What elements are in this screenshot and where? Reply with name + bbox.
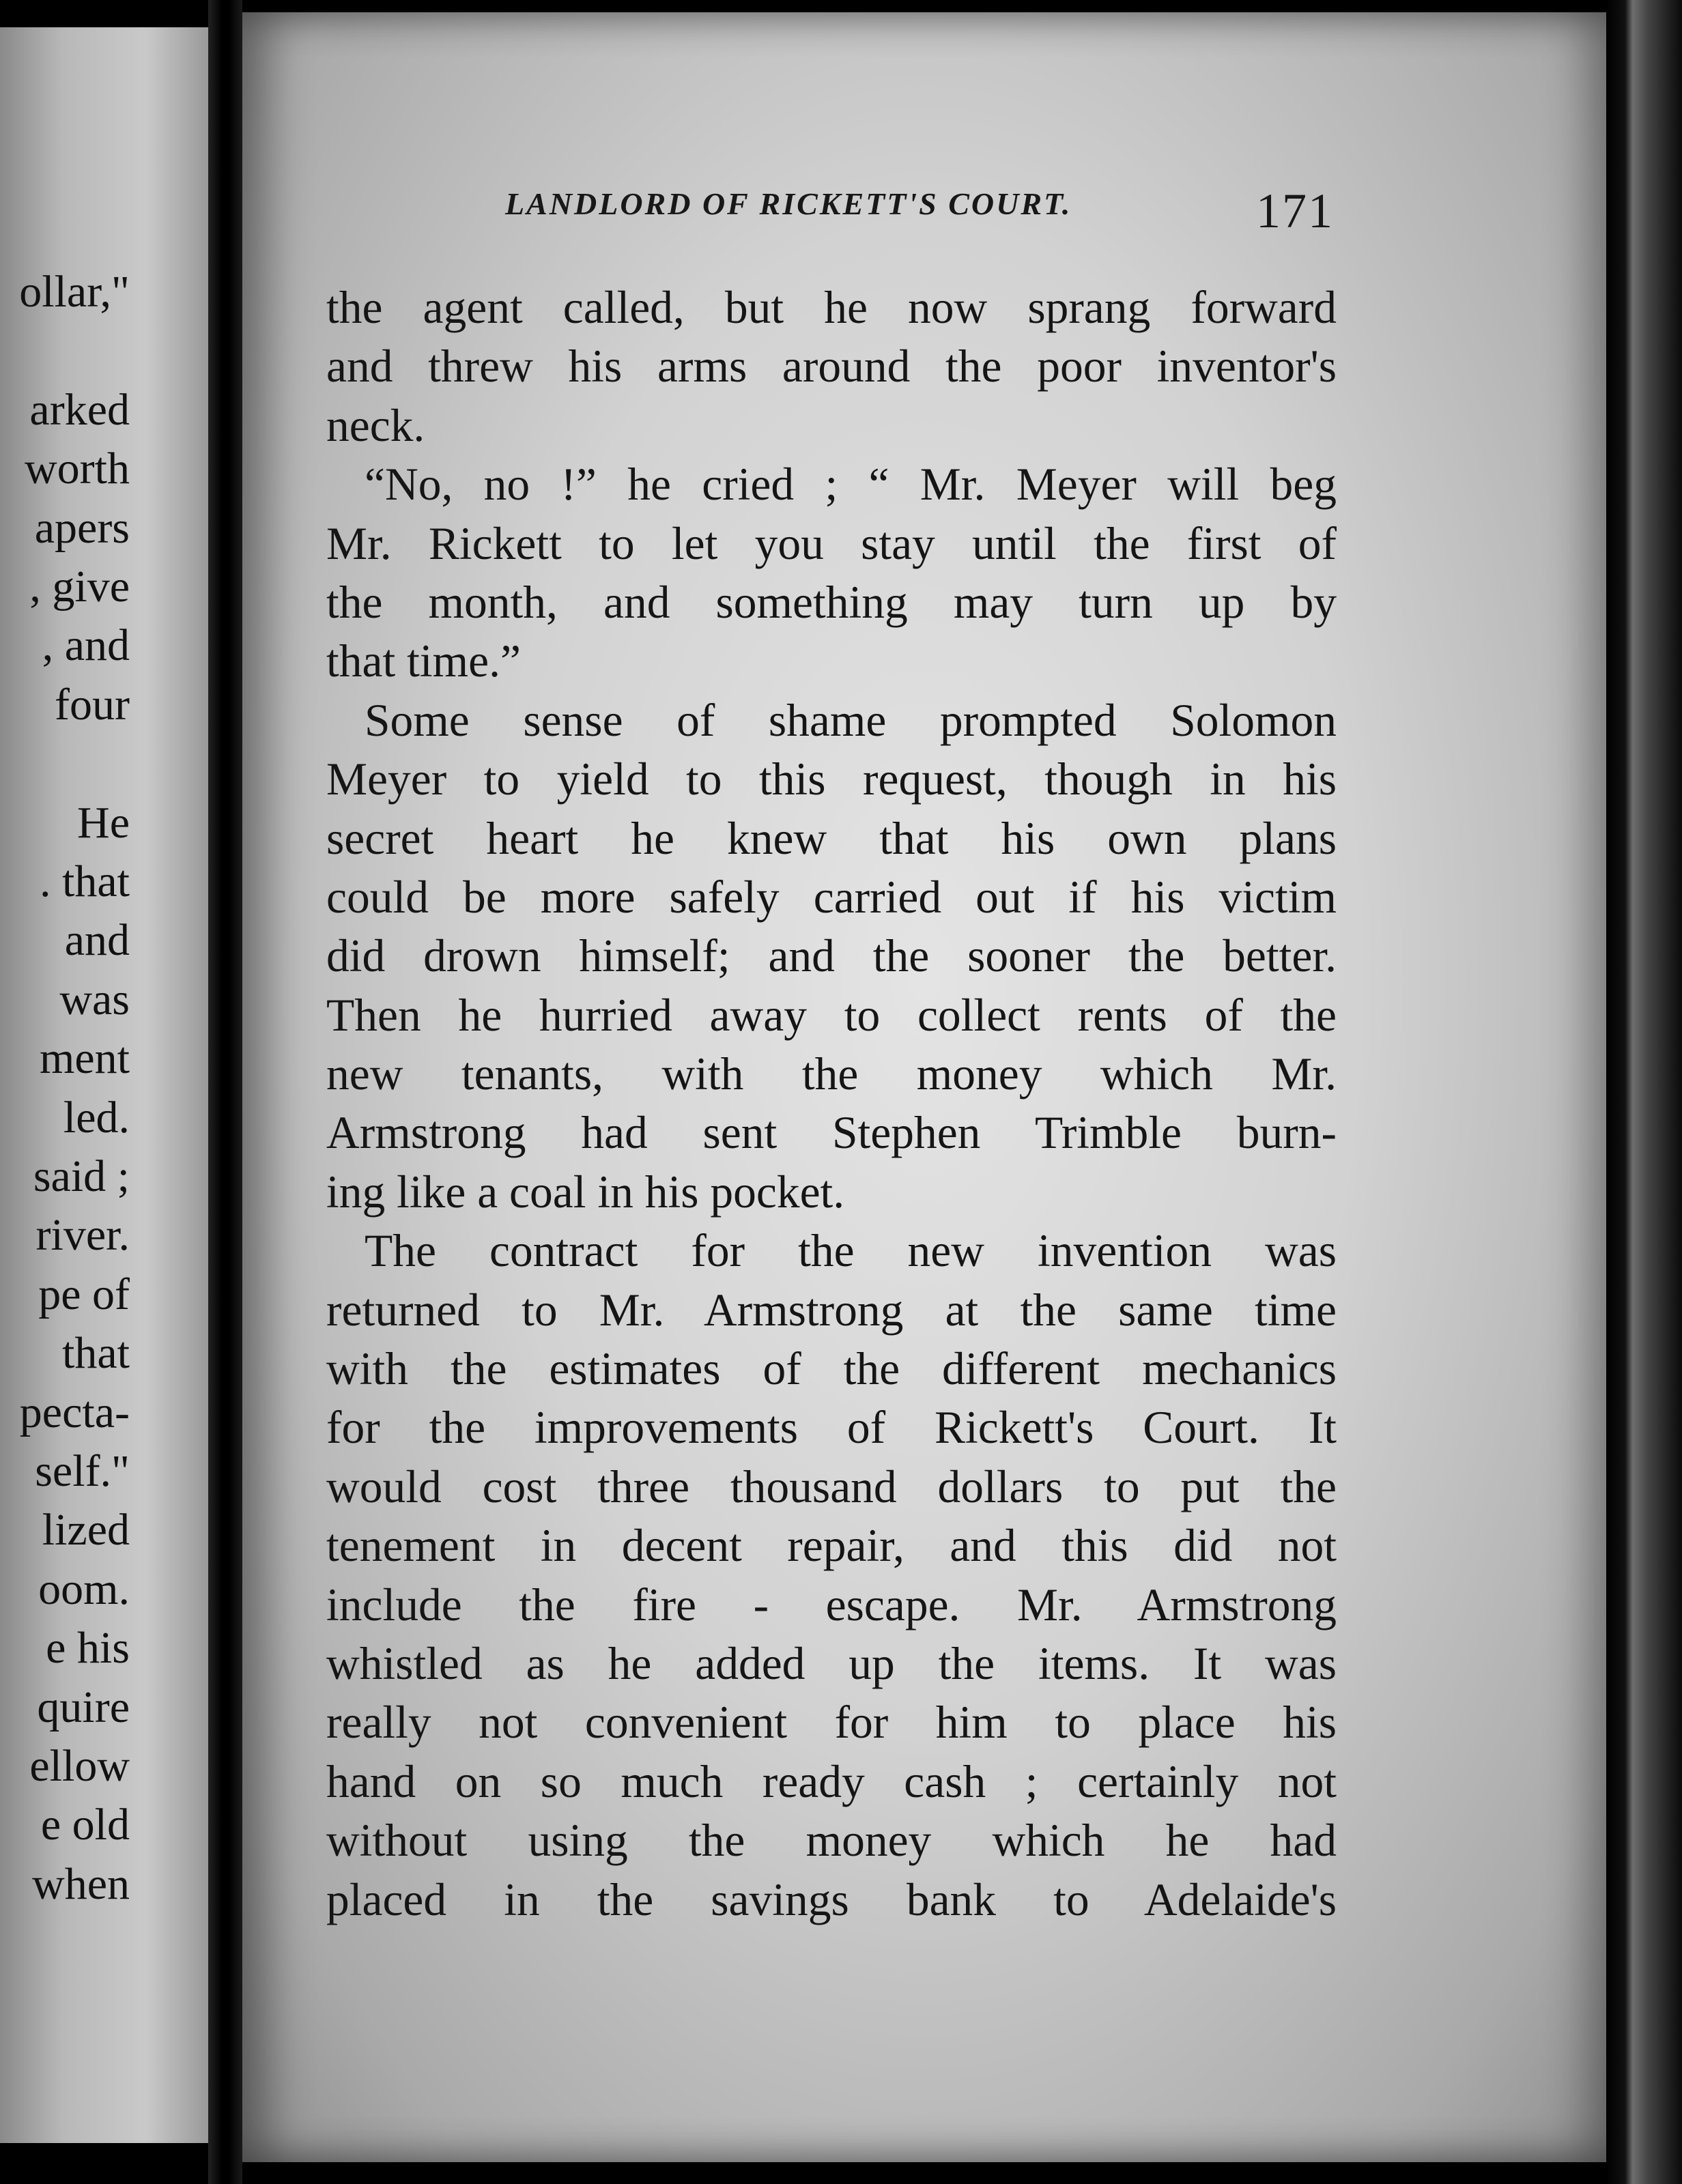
- text-line: new tenants, with the money which Mr.: [326, 1048, 1337, 1100]
- previous-page-line: apers: [34, 502, 130, 553]
- text-line: tenement in decent repair, and this did not: [326, 1520, 1337, 1572]
- text-line: could be more safely carried out if his victim: [326, 871, 1337, 923]
- text-line: “No, no !” he cried ; “ Mr. Meyer will beg: [365, 459, 1337, 511]
- text-line: did drown himself; and the sooner the better.: [326, 930, 1337, 982]
- text-line: really not convenient for him to place his: [326, 1697, 1337, 1749]
- text-line: secret heart he knew that his own plans: [326, 812, 1337, 864]
- text-line: and threw his arms around the poor inventor's: [326, 341, 1337, 392]
- previous-page-line: pecta-: [19, 1387, 130, 1437]
- previous-page-line: ment: [40, 1033, 130, 1084]
- book-gutter: [208, 0, 242, 2184]
- text-line: returned to Mr. Armstrong at the same time: [326, 1284, 1337, 1336]
- text-line: hand on so much ready cash ; certainly not: [326, 1755, 1337, 1807]
- previous-page-line: arked: [29, 384, 130, 435]
- running-head: LANDLORD OF RICKETT'S COURT.: [505, 186, 1072, 221]
- previous-page-line: ellow: [29, 1741, 130, 1791]
- previous-page-line: quire: [37, 1682, 130, 1732]
- text-line: whistled as he added up the items. It was: [326, 1637, 1337, 1689]
- text-line: that time.”: [326, 635, 521, 687]
- previous-page-line: when: [32, 1858, 130, 1909]
- previous-page-line: pe of: [38, 1269, 130, 1319]
- previous-page-line: that: [62, 1328, 130, 1379]
- previous-page-line: river.: [35, 1210, 130, 1261]
- previous-page-line: , give: [29, 562, 130, 612]
- text-line: neck.: [326, 399, 425, 451]
- previous-page-edge: [0, 27, 208, 2143]
- previous-page-line: , and: [42, 620, 130, 671]
- previous-page-line: was: [59, 974, 130, 1024]
- previous-page-line: e his: [46, 1623, 130, 1673]
- text-line: Mr. Rickett to let you stay until the first of: [326, 517, 1337, 569]
- previous-page-line: worth: [25, 444, 130, 494]
- previous-page-line: lized: [42, 1505, 130, 1555]
- text-line: with the estimates of the different mechanics: [326, 1343, 1337, 1395]
- next-page-edge: [1606, 0, 1682, 2184]
- previous-page-line: and: [64, 915, 130, 966]
- text-line: for the improvements of Rickett's Court. It: [326, 1402, 1337, 1454]
- previous-page-line: e old: [40, 1800, 130, 1850]
- body-text: [326, 278, 1337, 1929]
- text-line: Meyer to yield to this request, though in his: [326, 753, 1337, 805]
- previous-page-line: He: [77, 797, 130, 848]
- previous-page-line: ollar,": [19, 267, 130, 317]
- text-line: Some sense of shame prompted Solomon: [365, 694, 1337, 746]
- text-line: The contract for the new invention was: [365, 1225, 1337, 1277]
- text-line: include the fire - escape. Mr. Armstrong: [326, 1579, 1337, 1630]
- previous-page-line: led.: [63, 1092, 130, 1143]
- page-number: 171: [1256, 184, 1334, 238]
- previous-page-line: said ;: [33, 1151, 130, 1201]
- text-line: placed in the savings bank to Adelaide's: [326, 1873, 1337, 1925]
- text-line: ing like a coal in his pocket.: [326, 1166, 845, 1218]
- text-line: the month, and something may turn up by: [326, 576, 1337, 628]
- previous-page-line: . that: [40, 857, 130, 906]
- text-line: Then he hurried away to collect rents of the: [326, 989, 1337, 1041]
- previous-page-line: self.": [35, 1446, 130, 1496]
- text-line: without using the money which he had: [326, 1815, 1337, 1867]
- previous-page-line: oom.: [38, 1564, 130, 1614]
- text-line: Armstrong had sent Stephen Trimble burn-: [326, 1107, 1337, 1159]
- text-line: the agent called, but he now sprang forward: [326, 282, 1337, 333]
- previous-page-line: four: [55, 679, 130, 730]
- text-line: would cost three thousand dollars to put the: [326, 1461, 1337, 1512]
